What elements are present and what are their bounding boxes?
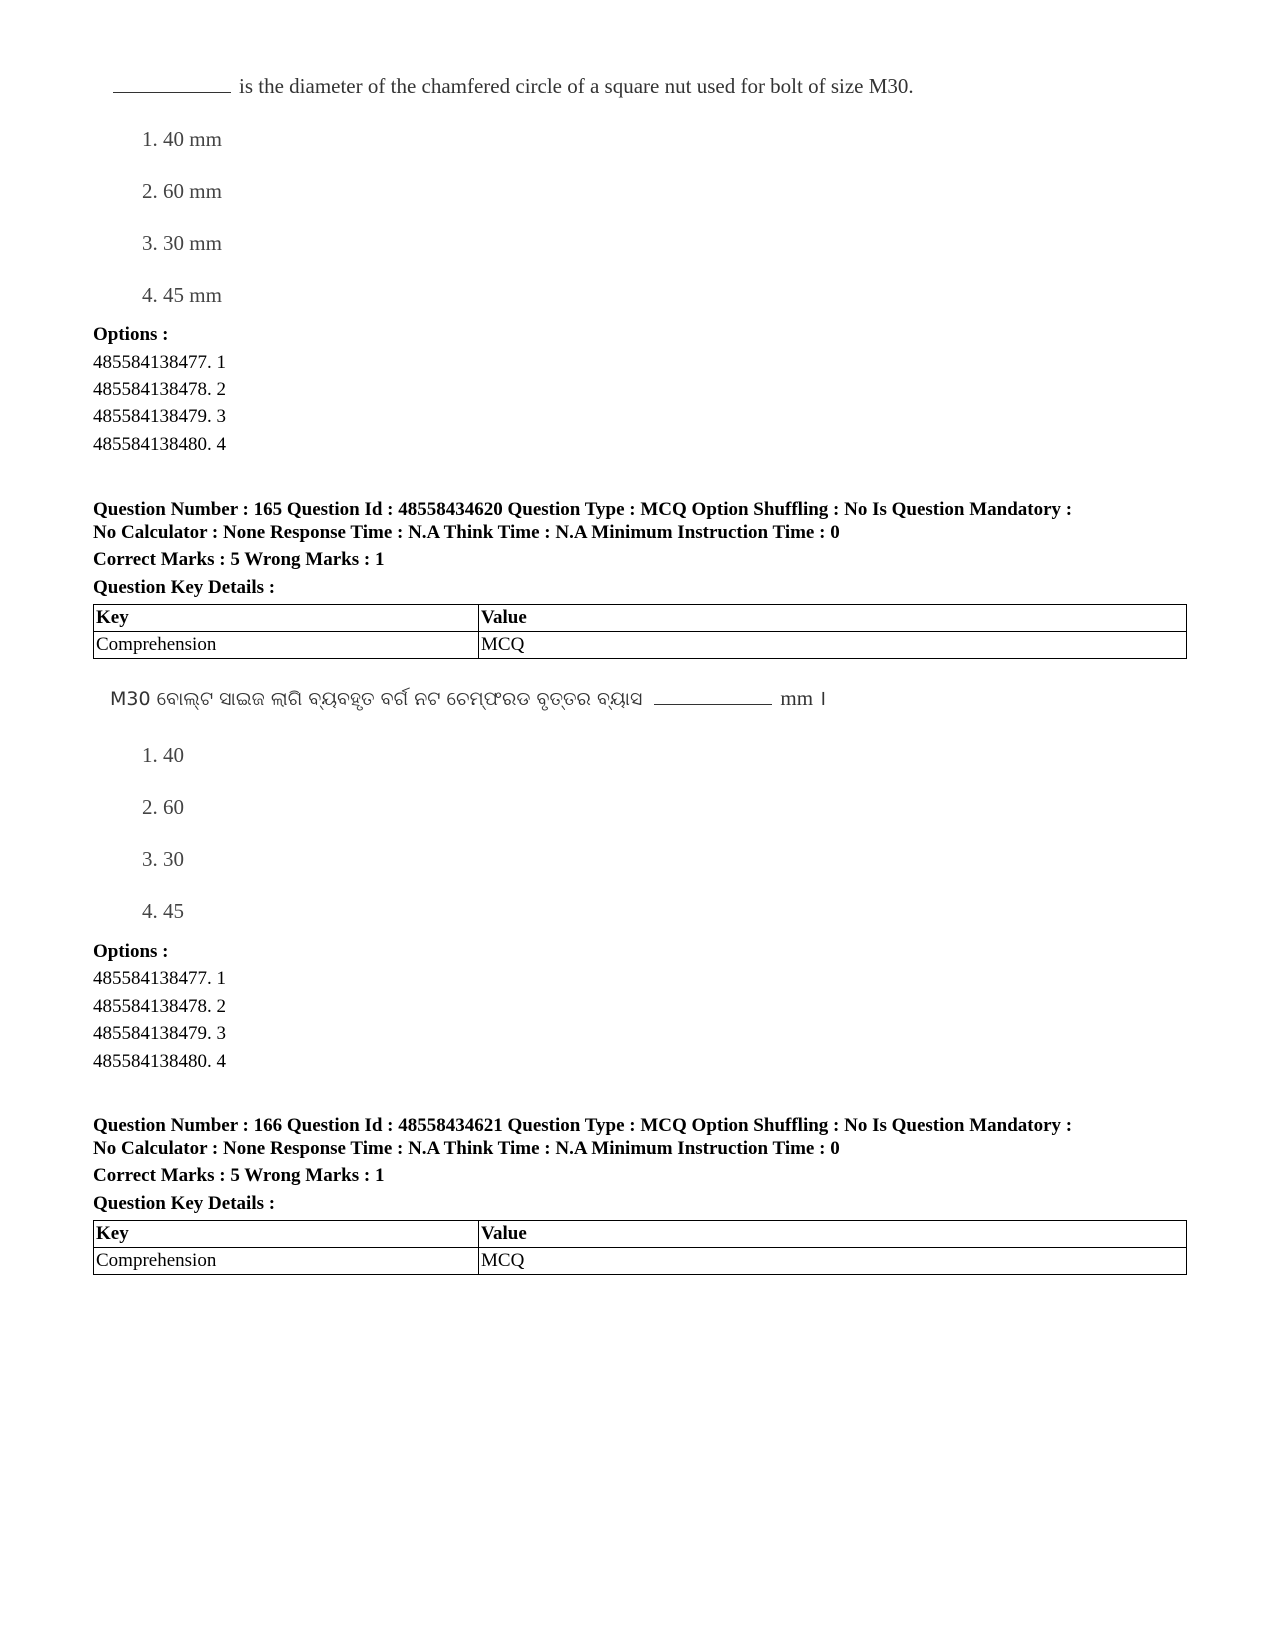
choice-2: 2. 60 mm [142, 179, 222, 203]
question-stem-english [113, 74, 914, 99]
option-id-2: 485584138478. 2 [93, 379, 226, 400]
marks-line: Correct Marks : 5 Wrong Marks : 1 [93, 1165, 385, 1186]
options-label: Options : [93, 941, 169, 962]
table-cell-key: Comprehension [94, 632, 479, 659]
question-meta-166 [93, 1114, 1072, 1160]
table-header-key: Key [94, 605, 479, 632]
option-id-1: 485584138477. 1 [93, 968, 226, 989]
table-header-value: Value [479, 605, 1187, 632]
choice-4: 4. 45 [142, 899, 184, 923]
table-cell-value: MCQ [479, 1248, 1187, 1275]
choice-1: 1. 40 [142, 743, 184, 767]
key-details-label: Question Key Details : [93, 1193, 276, 1214]
option-id-4: 485584138480. 4 [93, 434, 226, 455]
key-value-table [93, 604, 1187, 659]
table-header-row [94, 605, 1187, 632]
option-id-2: 485584138478. 2 [93, 996, 226, 1017]
meta-line-1: Question Number : 166 Question Id : 48558434621 Question Type : MCQ Option Shuffling : No Is Question Mandatory : [93, 1115, 1073, 1136]
table-cell-key: Comprehension [94, 1248, 479, 1275]
stem-text: is the diameter of the chamfered circle of a square nut used for bolt of size M30. [239, 74, 914, 98]
option-id-3: 485584138479. 3 [93, 1023, 226, 1044]
options-label: Options : [93, 324, 169, 345]
choice-1: 1. 40 mm [142, 127, 222, 151]
choice-2: 2. 60 [142, 795, 184, 819]
key-value-table [93, 1220, 1187, 1275]
question-stem-odia [110, 684, 826, 712]
meta-line-1: Question Number : 165 Question Id : 48558434620 Question Type : MCQ Option Shuffling : No Is Question Mandatory : [93, 499, 1073, 520]
meta-line-2: No Calculator : None Response Time : N.A Think Time : N.A Minimum Instruction Time : 0 [93, 522, 840, 543]
question-meta-165 [93, 498, 1072, 544]
key-details-label: Question Key Details : [93, 577, 276, 598]
stem-suffix: mm । [780, 686, 827, 710]
table-header-row [94, 1221, 1187, 1248]
table-cell-value: MCQ [479, 632, 1187, 659]
table-row [94, 632, 1187, 659]
option-id-4: 485584138480. 4 [93, 1051, 226, 1072]
table-row [94, 1248, 1187, 1275]
table-header-key: Key [94, 1221, 479, 1248]
fill-in-blank [654, 703, 772, 705]
stem-prefix: M30 ବୋଲ୍ଟ ସାଇଜ ଲାଗି ବ୍ୟବହୃତ ବର୍ଗ ନଟ ଚେମ୍ଫରଡ ବୃତ୍ତର ବ୍ୟାସ [110, 688, 643, 710]
choice-3: 3. 30 mm [142, 231, 222, 255]
meta-line-2: No Calculator : None Response Time : N.A Think Time : N.A Minimum Instruction Time : 0 [93, 1138, 840, 1159]
marks-line: Correct Marks : 5 Wrong Marks : 1 [93, 549, 385, 570]
choice-4: 4. 45 mm [142, 283, 222, 307]
option-id-3: 485584138479. 3 [93, 406, 226, 427]
choice-3: 3. 30 [142, 847, 184, 871]
table-header-value: Value [479, 1221, 1187, 1248]
option-id-1: 485584138477. 1 [93, 352, 226, 373]
fill-in-blank [113, 91, 231, 93]
